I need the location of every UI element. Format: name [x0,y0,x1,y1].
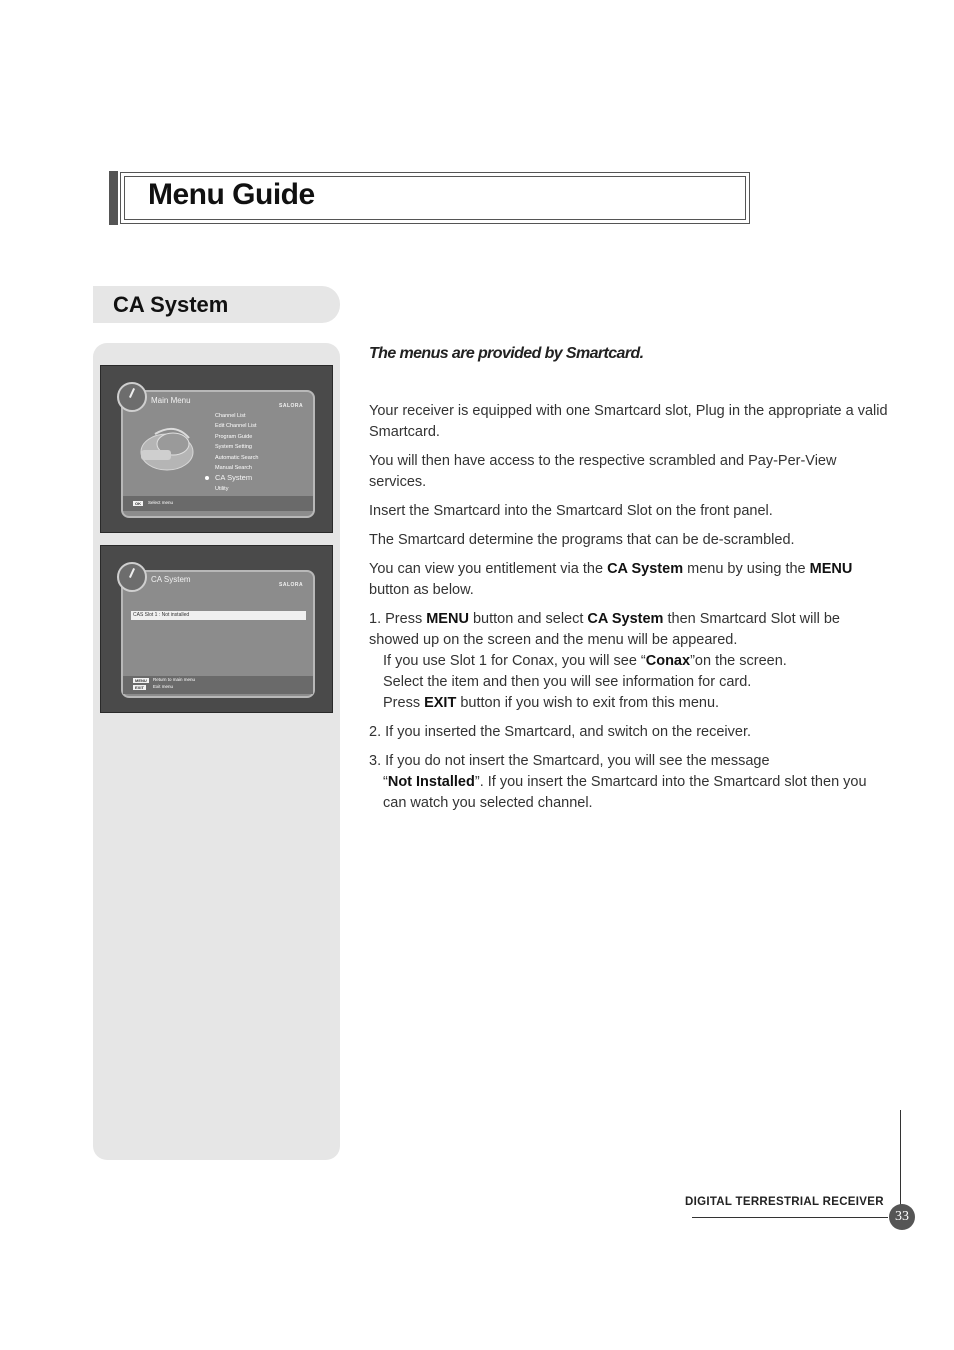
menu-item: Edit Channel List [215,423,257,430]
step-1: 1. Press MENU button and select CA System then Smartcard Slot will be showed up on the screen and the menu will be appeared. If you use Slot 1 for Conax, you will see “Conax”on the screen. Select the item and then you will see information for card. Press EXIT button if you wish to exit from this menu. [369,611,840,711]
paragraph: Insert the Smartcard into the Smartcard Slot on the front panel. [369,503,773,519]
brand-logo: SALORA [279,403,304,409]
header-accent-bar [109,171,118,225]
page-title: Menu Guide [148,178,315,211]
footer-divider-horizontal [692,1217,888,1218]
footer-hint: Exit menu [153,684,174,689]
cas-slot-status: CAS Slot 1 : Not installed [133,612,190,618]
footer-hint: Select menu [148,500,174,505]
main-menu-screenshot [100,365,333,533]
clock-icon [117,382,147,412]
satellite-receiver-icon [135,422,195,474]
paragraph: The Smartcard determine the programs that can be de-scrambled. [369,532,795,548]
menu-item: System Setting [215,444,252,451]
brand-logo: SALORA [279,582,304,588]
footer-label: DIGITAL TERRESTRIAL RECEIVER [685,1196,884,1208]
paragraph: Your receiver is equipped with one Smartcard slot, Plug in the appropriate a valid Smartcard. [369,403,888,440]
menu-key: MENU [135,678,147,683]
paragraph: You will then have access to the respective scrambled and Pay-Per-View services. [369,453,837,490]
screen-title: Main Menu [151,396,191,405]
menu-item: CA System [215,473,253,483]
menu-item: Automatic Search [215,454,259,461]
footer-hint: Return to main menu [153,677,196,682]
screen-footer [123,676,313,694]
menu-item: Manual Search [215,465,252,471]
exit-key: EXIT [135,685,144,690]
paragraph: You can view you entitlement via the CA System menu by using the MENU button as below. [369,561,853,598]
step-3: 3. If you do not insert the Smartcard, you will see the message “Not Installed”. If you insert the Smartcard into the Smartcard slot then you can watch you selected channel. [369,753,867,811]
menu-item: Program Guide [215,433,253,440]
screen-title: CA System [151,575,191,584]
intro-heading: The menus are provided by Smartcard. [369,345,644,362]
page-number: 33 [889,1204,915,1230]
step-2: 2. If you inserted the Smartcard, and switch on the receiver. [369,724,752,740]
footer-divider-vertical [900,1110,901,1210]
menu-item: Channel List [215,413,246,419]
menu-item: Utility [215,485,229,492]
body-text [369,401,889,822]
ok-key: OK [135,501,141,506]
section-title: CA System [113,292,229,317]
clock-icon [117,562,147,592]
ca-system-screenshot [100,545,333,713]
